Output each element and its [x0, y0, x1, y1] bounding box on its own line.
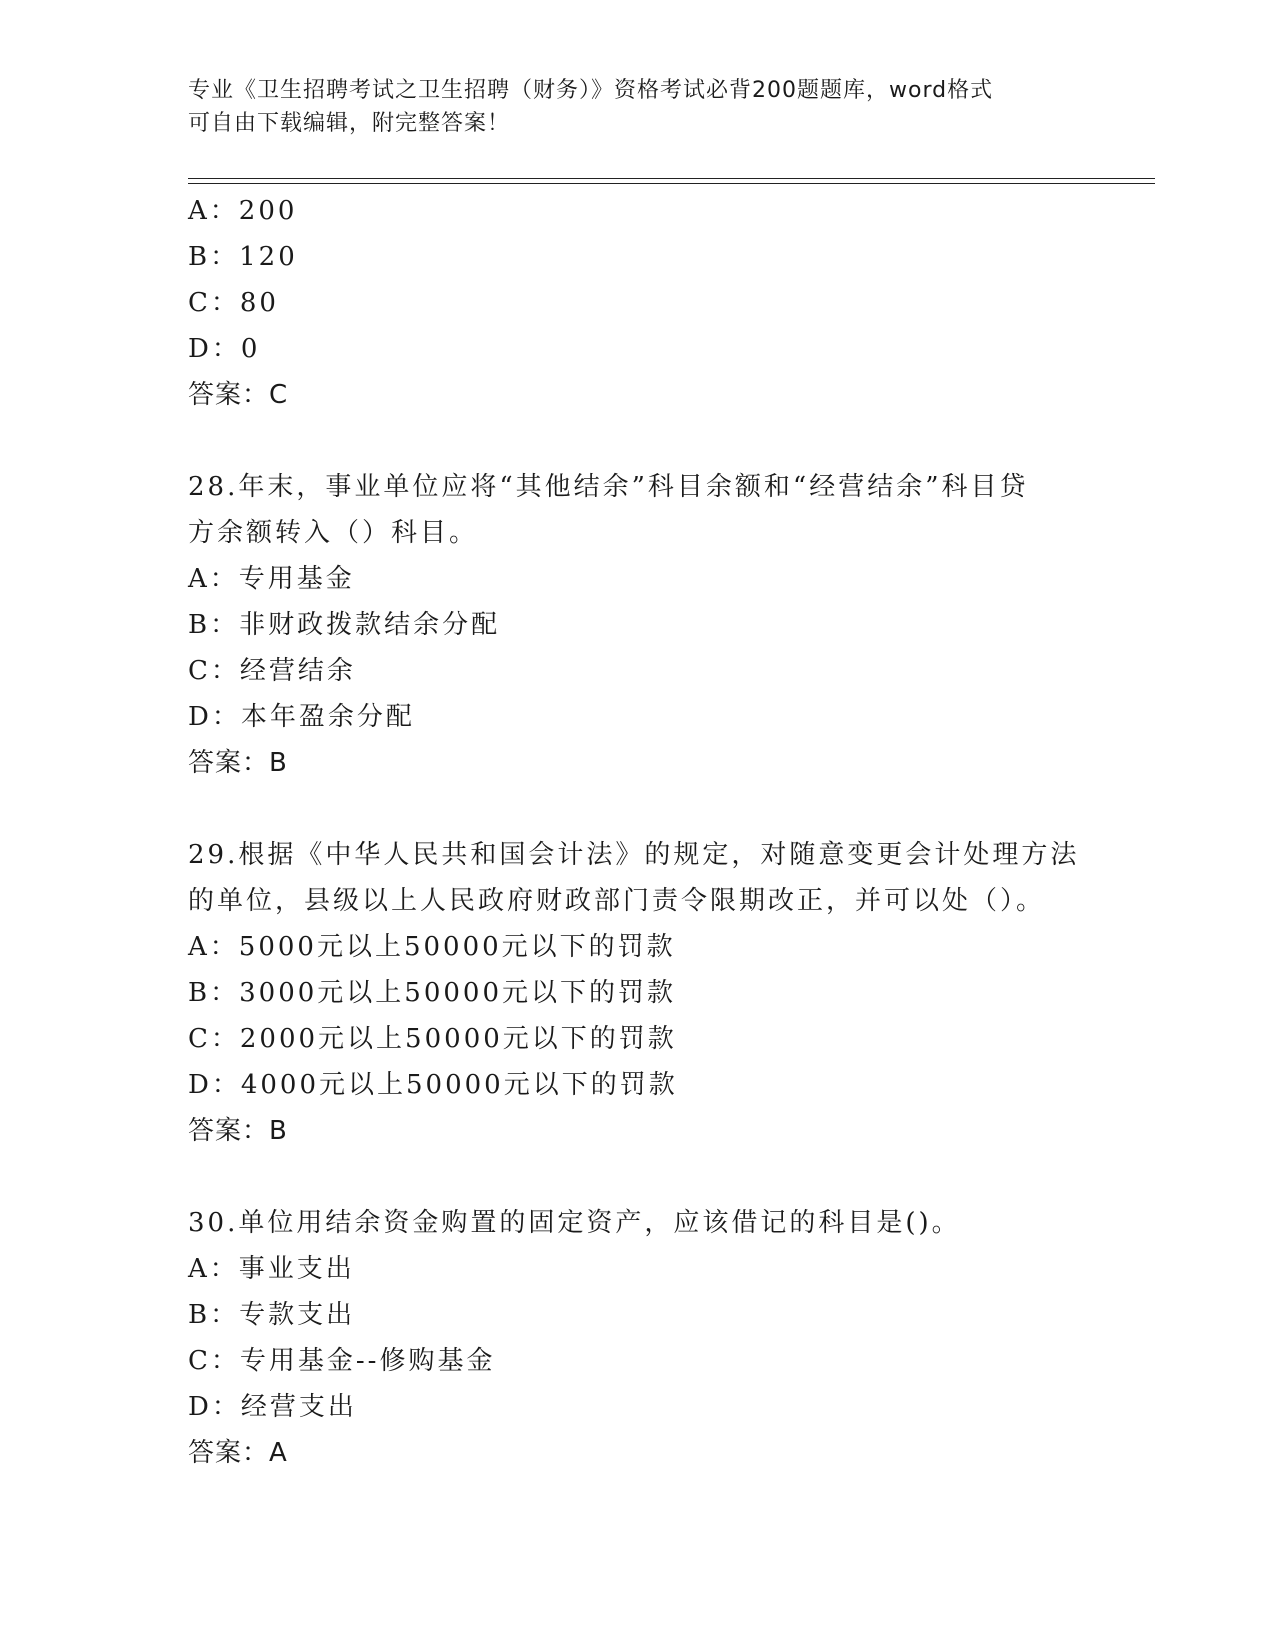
question-list [188, 188, 1088, 1476]
header-rule-bottom [188, 183, 1155, 184]
option-d: D：本年盈余分配 [188, 702, 415, 732]
answer: 答案：C [188, 380, 289, 410]
question-30 [188, 1200, 1088, 1476]
option-c: C：经营结余 [188, 656, 356, 686]
question-text: 30.单位用结余资金购置的固定资产，应该借记的科目是()。 [188, 1208, 961, 1238]
question-text-continued: 方余额转入（）科目。 [188, 518, 479, 548]
document-header [188, 74, 1088, 140]
option-a: A：5000元以上50000元以下的罚款 [188, 932, 676, 962]
question-text-continued: 的单位，县级以上人民政府财政部门责令限期改正，并可以处（）。 [188, 886, 1046, 916]
option-d: D：4000元以上50000元以下的罚款 [188, 1070, 678, 1100]
option-b: B：专款支出 [188, 1300, 356, 1330]
option-a: A：200 [188, 196, 298, 226]
option-c: C：80 [188, 288, 279, 318]
header-line-2: 可自由下载编辑，附完整答案！ [188, 111, 511, 136]
question-28 [188, 464, 1088, 786]
option-d: D：经营支出 [188, 1392, 357, 1422]
question-27 [188, 188, 1088, 418]
option-b: B：120 [188, 242, 298, 272]
option-c: C：2000元以上50000元以下的罚款 [188, 1024, 677, 1054]
option-a: A：事业支出 [188, 1254, 355, 1284]
option-c: C：专用基金--修购基金 [188, 1346, 496, 1376]
spacer [188, 418, 1088, 464]
question-text: 29.根据《中华人民共和国会计法》的规定，对随意变更会计处理方法 [188, 840, 1080, 870]
answer: 答案：A [188, 1438, 288, 1468]
question-29 [188, 832, 1088, 1154]
option-b: B：3000元以上50000元以下的罚款 [188, 978, 676, 1008]
question-text: 28.年末，事业单位应将“其他结余”科目余额和“经营结余”科目贷 [188, 472, 1029, 502]
option-d: D：0 [188, 334, 261, 364]
spacer [188, 786, 1088, 832]
answer: 答案：B [188, 748, 288, 778]
header-rule-top [188, 178, 1155, 179]
option-b: B：非财政拨款结余分配 [188, 610, 501, 640]
header-line-1: 专业《卫生招聘考试之卫生招聘（财务）》资格考试必背200题题库，word格式 [188, 78, 994, 103]
option-a: A：专用基金 [188, 564, 355, 594]
answer: 答案：B [188, 1116, 288, 1146]
spacer [188, 1154, 1088, 1200]
